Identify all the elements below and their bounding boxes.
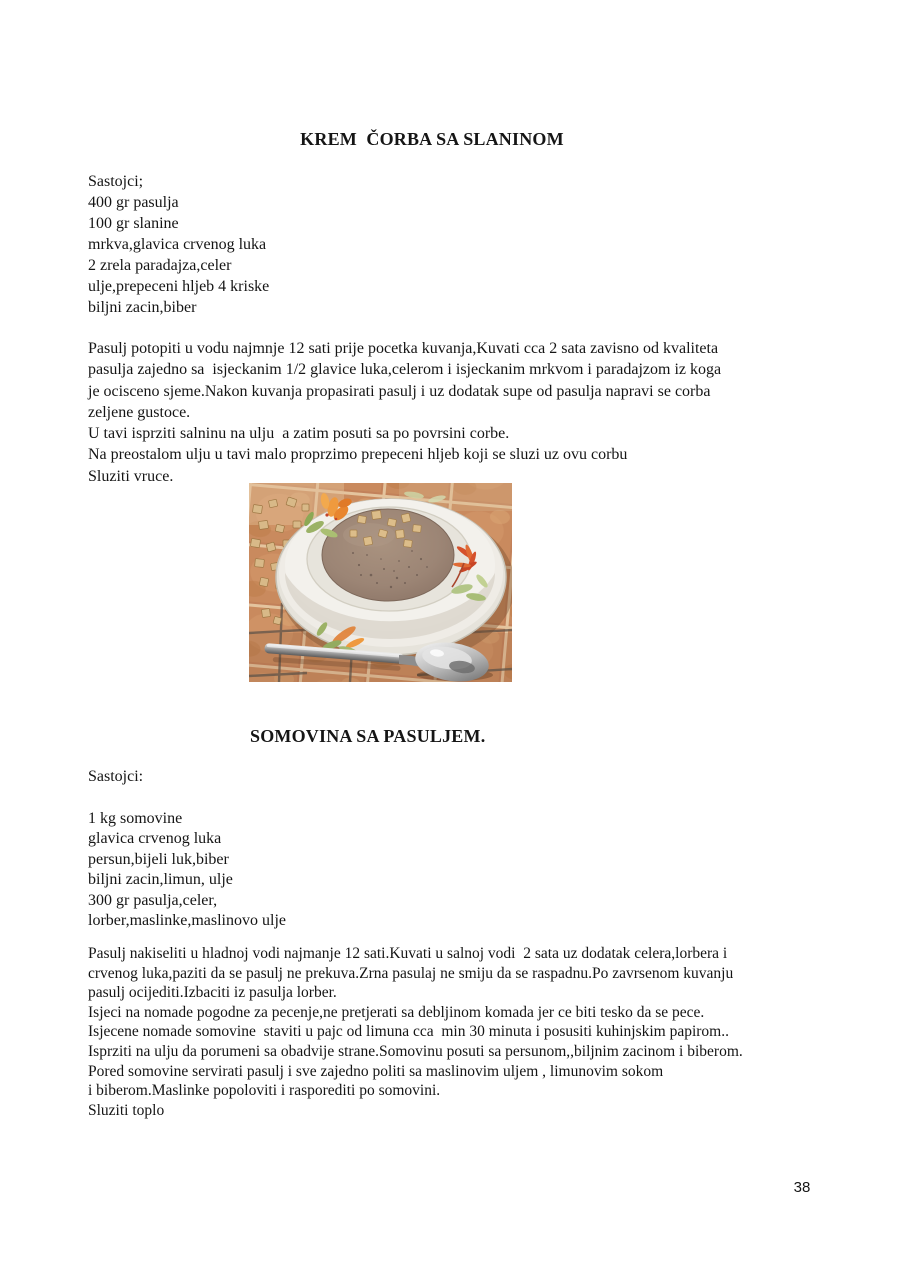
instruction-line: Isjeci na nomade pogodne za pecenje,ne pretjerati sa debljinom komada jer ce biti tesko da se pece. — [88, 1003, 705, 1021]
instruction-line: U tavi isprziti salninu na ulju a zatim posuti sa po povrsini corbe. — [88, 425, 510, 443]
recipe1-title: KREM ČORBA SA SLANINOM — [300, 129, 564, 149]
instruction-line: i biberom.Maslinke popoloviti i rasporediti po somovini. — [88, 1082, 441, 1100]
instruction-line: Na preostalom ulju u tavi malo proprzimo prepeceni hljeb koji se sluzi uz ovu corbu — [88, 446, 628, 464]
recipe2-ingredients — [88, 809, 286, 931]
ingredient-line: 1 kg somovine — [88, 810, 183, 827]
soup-photo — [249, 483, 512, 682]
ingredient-line: lorber,maslinke,maslinovo ulje — [88, 912, 286, 930]
soup-photo-illustration — [249, 483, 512, 682]
recipe1-ingredients — [88, 171, 269, 318]
instruction-line: pasulj ocijediti.Izbaciti iz pasulja lorber. — [88, 984, 337, 1002]
instruction-line: Pasulj nakiseliti u hladnoj vodi najmanje 12 sati.Kuvati u salnoj vodi 2 sata uz dodatak celera,lorbera i — [88, 945, 728, 962]
recipe2-ingredients-label: Sastojci: — [88, 768, 144, 785]
ingredient-line: mrkva,glavica crvenog luka — [88, 236, 267, 253]
recipe2-instructions — [88, 944, 743, 1120]
instruction-line: Isjecene nomade somovine staviti u pajc od limuna cca min 30 minuta i posusiti kuhinjskim papirom.. — [88, 1023, 729, 1041]
instruction-line: pasulja zajedno sa isjeckanim 1/2 glavice luka,celerom i isjeckanim mrkvom i paradajzom iz koga — [88, 361, 722, 379]
ingredient-line: biljni zacin,biber — [88, 299, 197, 316]
ingredient-line: glavica crvenog luka — [88, 830, 222, 848]
ingredient-line: persun,bijeli luk,biber — [88, 850, 229, 868]
instruction-line: Sluziti vruce. — [88, 467, 174, 485]
ingredient-line: 400 gr pasulja — [88, 194, 179, 211]
instruction-line: Pasulj potopiti u vodu najmnje 12 sati prije pocetka kuvanja,Kuvati cca 2 sata zavisno od kvaliteta — [88, 340, 719, 357]
recipe1-instructions — [88, 338, 721, 487]
instruction-line: crvenog luka,paziti da se pasulj ne prekuva.Zrna pasulaj ne smiju da se raspadnu.Po zavrsenom kuvanju — [88, 964, 734, 982]
instruction-line: je ocisceno sjeme.Nakon kuvanja propasirati pasulj i uz dodatak supe od pasulja napravi se corba — [88, 382, 711, 400]
page-number: 38 — [793, 1179, 811, 1196]
ingredient-line: 300 gr pasulja,celer, — [88, 891, 218, 909]
ingredient-line: 2 zrela paradajza,celer — [88, 257, 232, 274]
ingredient-line: ulje,prepeceni hljeb 4 kriske — [88, 278, 270, 295]
recipe2-title: SOMOVINA SA PASULJEM. — [250, 726, 486, 746]
instruction-line: zeljene gustoce. — [88, 403, 191, 421]
ingredient-line: biljni zacin,limun, ulje — [88, 871, 233, 889]
instruction-line: Pored somovine servirati pasulj i sve zajedno politi sa maslinovim uljem , limunovim sokom — [88, 1062, 664, 1080]
ingredient-line: 100 gr slanine — [88, 215, 179, 232]
instruction-line: Isprziti na ulju da porumeni sa obadvije strane.Somovinu posuti sa persunom,,biljnim zacinom i biberom. — [88, 1042, 743, 1060]
instruction-line: Sluziti toplo — [88, 1101, 165, 1119]
recipe1-ingredients-label: Sastojci; — [88, 173, 144, 190]
